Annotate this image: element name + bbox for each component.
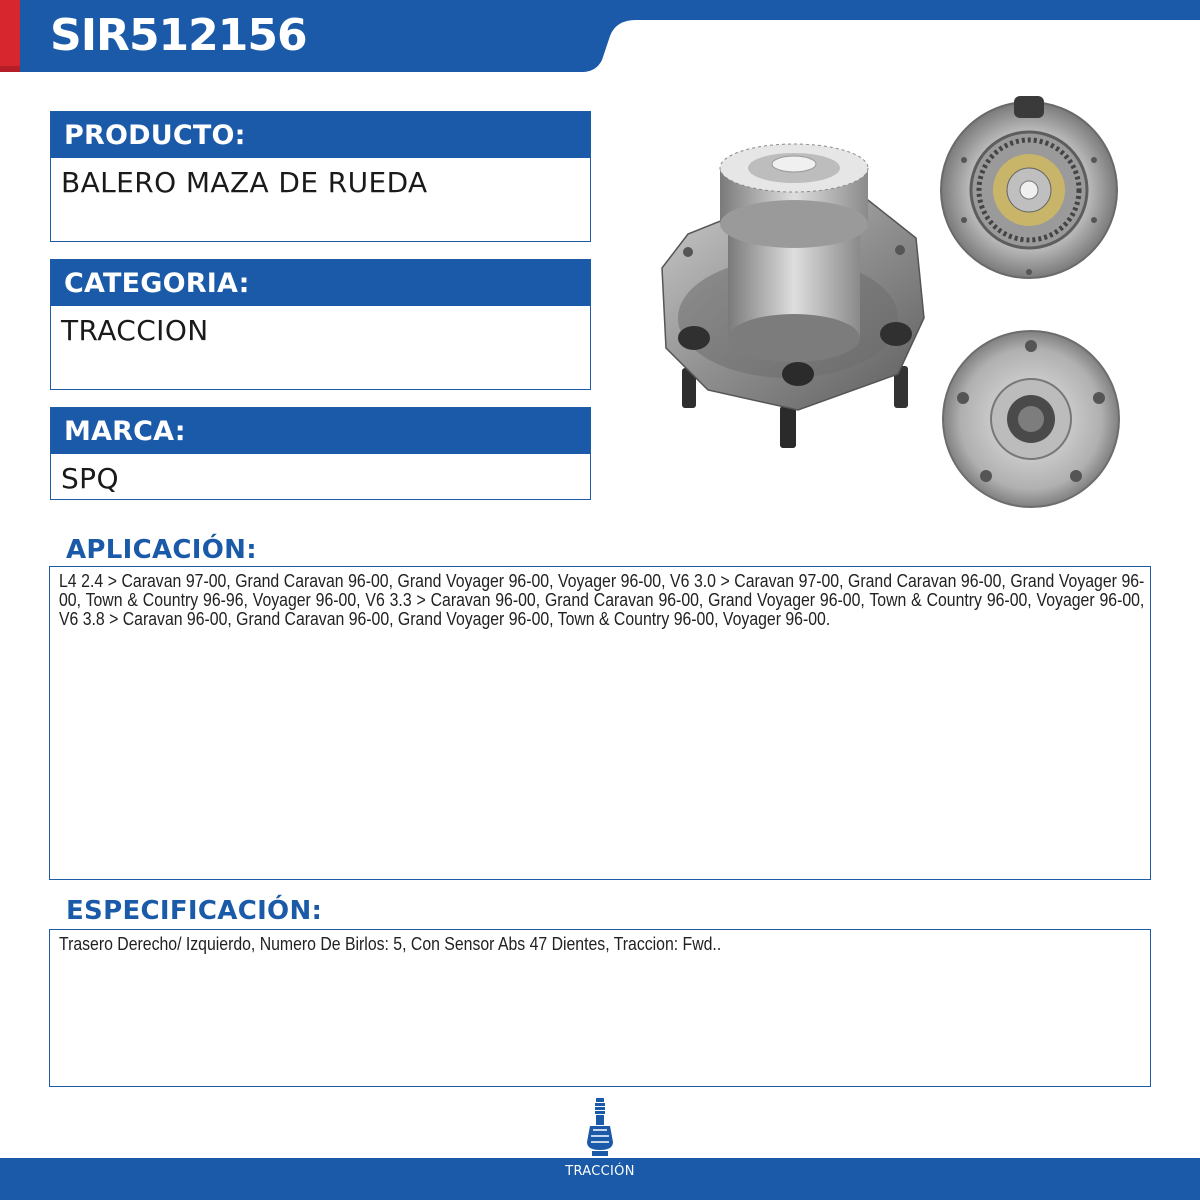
marca-value: SPQ: [61, 462, 119, 495]
marca-label: MARCA:: [51, 408, 590, 454]
aplicacion-box: [49, 566, 1151, 880]
cv-joint-icon: [584, 1098, 616, 1162]
part-number-title: SIR512156: [50, 10, 307, 61]
especificacion-box: [49, 929, 1151, 1087]
especificacion-title: ESPECIFICACIÓN:: [66, 896, 323, 926]
wheel-hub-back-image: [934, 90, 1124, 290]
categoria-label: CATEGORIA:: [51, 260, 590, 306]
producto-value: BALERO MAZA DE RUEDA: [61, 166, 428, 199]
wheel-hub-main-image: [648, 118, 928, 448]
categoria-value: TRACCION: [61, 314, 209, 347]
marca-box: [50, 407, 591, 500]
especificacion-text: Trasero Derecho/ Izquierdo, Numero De Birlos: 5, Con Sensor Abs 47 Dientes, Traccion: Fwd..: [59, 933, 722, 954]
producto-box: [50, 111, 591, 242]
producto-label: PRODUCTO:: [51, 112, 590, 158]
wheel-hub-front-image: [938, 326, 1124, 512]
footer-label: TRACCIÓN: [565, 1164, 635, 1179]
categoria-box: [50, 259, 591, 390]
aplicacion-text: L4 2.4 > Caravan 97-00, Grand Caravan 96-00, Grand Voyager 96-00, Voyager 96-00, V6 3.0 > Caravan 97-00, Grand Caravan 96-00, Grand Voyager 96-00, Town & Country 96-96, Voyager 96-00, V6 3.3 > Caravan 96-00, Grand Caravan 96-00, Grand Voyager 96-00, Town & Country 96-00, Voyager 96-00, V6 3.8 > Caravan 96-00, Grand Caravan 96-00, Grand Voyager 96-00, Town & Country 96-00, Voyager 96-00.: [59, 570, 1145, 629]
aplicacion-title: APLICACIÓN:: [66, 535, 257, 565]
